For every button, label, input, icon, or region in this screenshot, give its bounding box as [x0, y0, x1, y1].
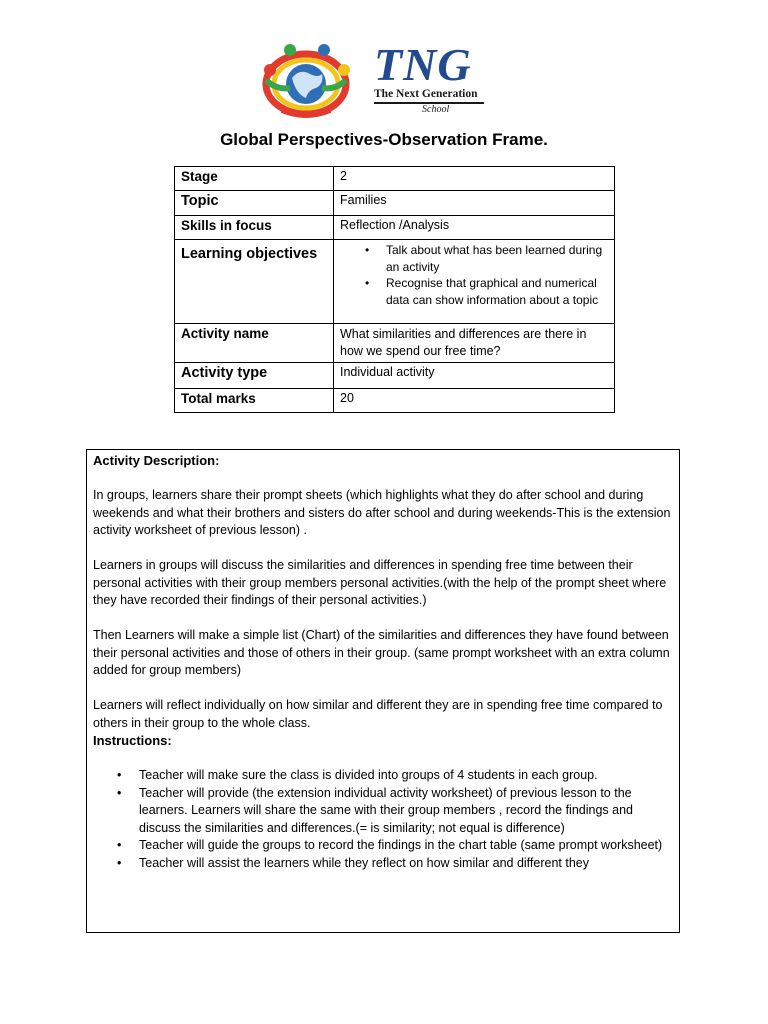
- table-row: [175, 240, 615, 324]
- stage-value: 2: [334, 167, 615, 191]
- list-item: • Talk about what has been learned during an activity: [386, 242, 608, 275]
- table-row: [175, 191, 615, 216]
- objectives-label: Learning objectives: [175, 240, 334, 324]
- objectives-value: [334, 240, 615, 324]
- list-item: • Recognise that graphical and numerical data can show information about a topic: [386, 275, 608, 308]
- list-item: • Teacher will provide (the extension individual activity worksheet) of previous lesson to the learners. Learners will share the same with their group members , record the findings and discuss the similarities and differences.(= is similarity; not equal is difference): [139, 785, 673, 838]
- table-row: [175, 324, 615, 363]
- table-row: [175, 389, 615, 413]
- table-row: [175, 363, 615, 389]
- activity-name-value: What similarities and differences are there in how we spend our free time?: [334, 324, 615, 363]
- list-item: • Teacher will assist the learners while they reflect on how similar and different they: [139, 855, 673, 873]
- stage-label: Stage: [175, 167, 334, 191]
- total-marks-label: Total marks: [175, 389, 334, 413]
- activity-description-box: [86, 449, 680, 933]
- topic-value: Families: [334, 191, 615, 216]
- list-item: • Teacher will guide the groups to record the findings in the chart table (same prompt worksheet): [139, 837, 673, 855]
- description-paragraph: In groups, learners share their prompt sheets (which highlights what they do after school and during weekends and what their brothers and sisters do after school and during weekends-This is the extension activity worksheet of previous lesson) .: [93, 488, 671, 537]
- page-title: Global Perspectives-Observation Frame.: [220, 130, 548, 149]
- school-logo: [252, 40, 492, 124]
- total-marks-value: 20: [334, 389, 615, 413]
- instructions-heading: Instructions:: [93, 733, 172, 748]
- table-row: [175, 216, 615, 240]
- logo-text: TNG: [374, 39, 472, 90]
- skills-value: Reflection /Analysis: [334, 216, 615, 240]
- topic-label: Topic: [175, 191, 334, 216]
- instructions-list: [93, 767, 673, 872]
- description-paragraph: Learners in groups will discuss the similarities and differences in spending free time between their personal activities with their group members personal activities.(with the help of the prompt sheet where they have recorded their findings of their personal activities.): [93, 558, 667, 607]
- list-item: • Teacher will make sure the class is divided into groups of 4 students in each group.: [139, 767, 673, 785]
- logo-tagline: The Next Generation: [374, 88, 478, 100]
- logo-school: School: [422, 104, 450, 115]
- observation-info-table: [174, 166, 615, 413]
- activity-name-label: Activity name: [175, 324, 334, 363]
- table-row: [175, 167, 615, 191]
- skills-label: Skills in focus: [175, 216, 334, 240]
- activity-type-label: Activity type: [175, 363, 334, 389]
- activity-description-heading: Activity Description:: [93, 453, 220, 468]
- activity-type-value: Individual activity: [334, 363, 615, 389]
- globe-people-icon: [252, 40, 360, 120]
- description-paragraph: Then Learners will make a simple list (Chart) of the similarities and differences they have found between their personal activities and those of others in their group. (same prompt worksheet with an extra column added for group members): [93, 628, 670, 677]
- objectives-list: [340, 242, 608, 308]
- description-paragraph: Learners will reflect individually on how similar and different they are in spending free time compared to others in their group to the whole class.: [93, 698, 663, 730]
